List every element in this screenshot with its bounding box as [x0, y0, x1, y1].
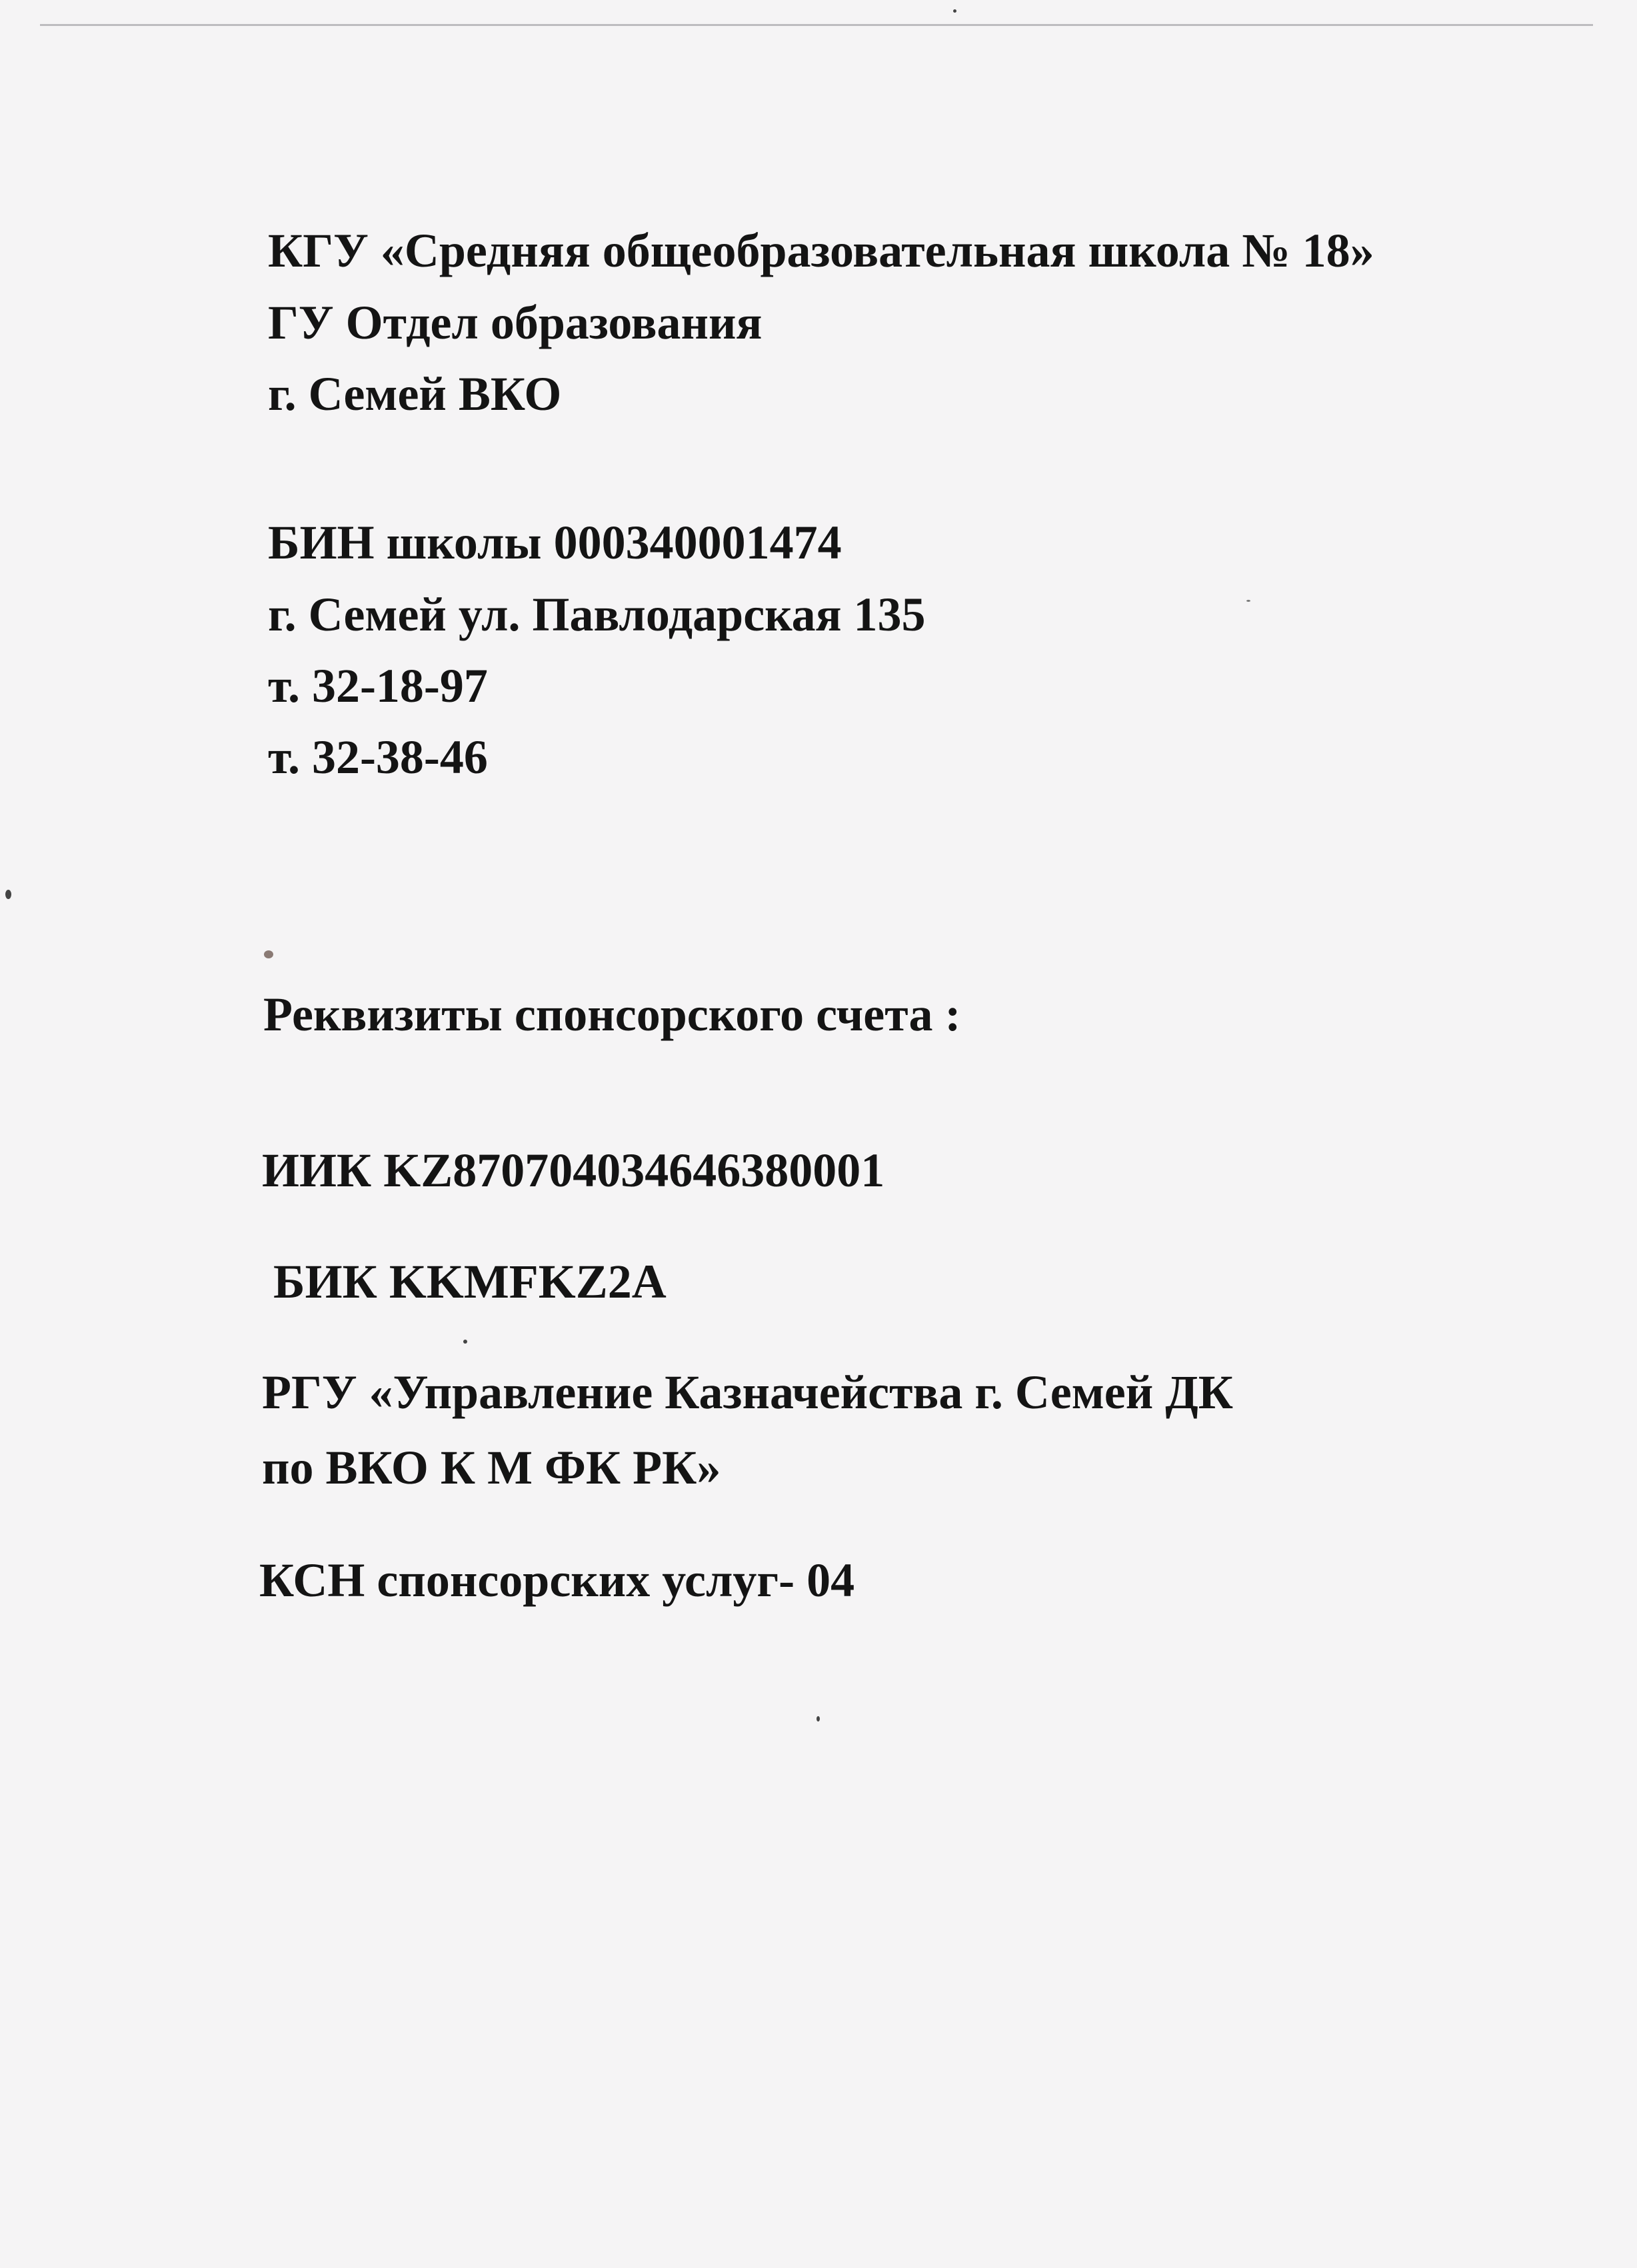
school-name: КГУ «Средняя общеобразовательная школа № 18»: [268, 224, 1374, 277]
bik-line: БИК KKMFKZ2A: [273, 1255, 667, 1308]
bin-line: БИН школы 000340001474: [268, 516, 842, 569]
treasury-line-2: по ВКО К М ФК РК»: [262, 1441, 721, 1494]
iik-line: ИИК KZ870704034646380001: [262, 1144, 885, 1197]
address-line: г. Семей ул. Павлодарская 135: [268, 588, 926, 641]
scan-speck: [5, 890, 11, 899]
ksn-line: КСН спонсорских услуг- 04: [259, 1554, 855, 1607]
scan-edge-line: [40, 24, 1593, 26]
scan-speck: [264, 950, 273, 958]
phone-line-1: т. 32-18-97: [268, 659, 488, 712]
scan-speck: [817, 1716, 820, 1721]
scan-speck: [1246, 600, 1250, 602]
scan-speck: [463, 1340, 467, 1344]
scan-speck: [953, 9, 956, 13]
city-region: г. Семей ВКО: [268, 367, 562, 421]
treasury-line-1: РГУ «Управление Казначейства г. Семей ДК: [262, 1366, 1233, 1419]
department-name: ГУ Отдел образования: [268, 296, 763, 349]
account-heading: Реквизиты спонсорского счета :: [263, 988, 961, 1041]
phone-line-2: т. 32-38-46: [268, 730, 488, 784]
